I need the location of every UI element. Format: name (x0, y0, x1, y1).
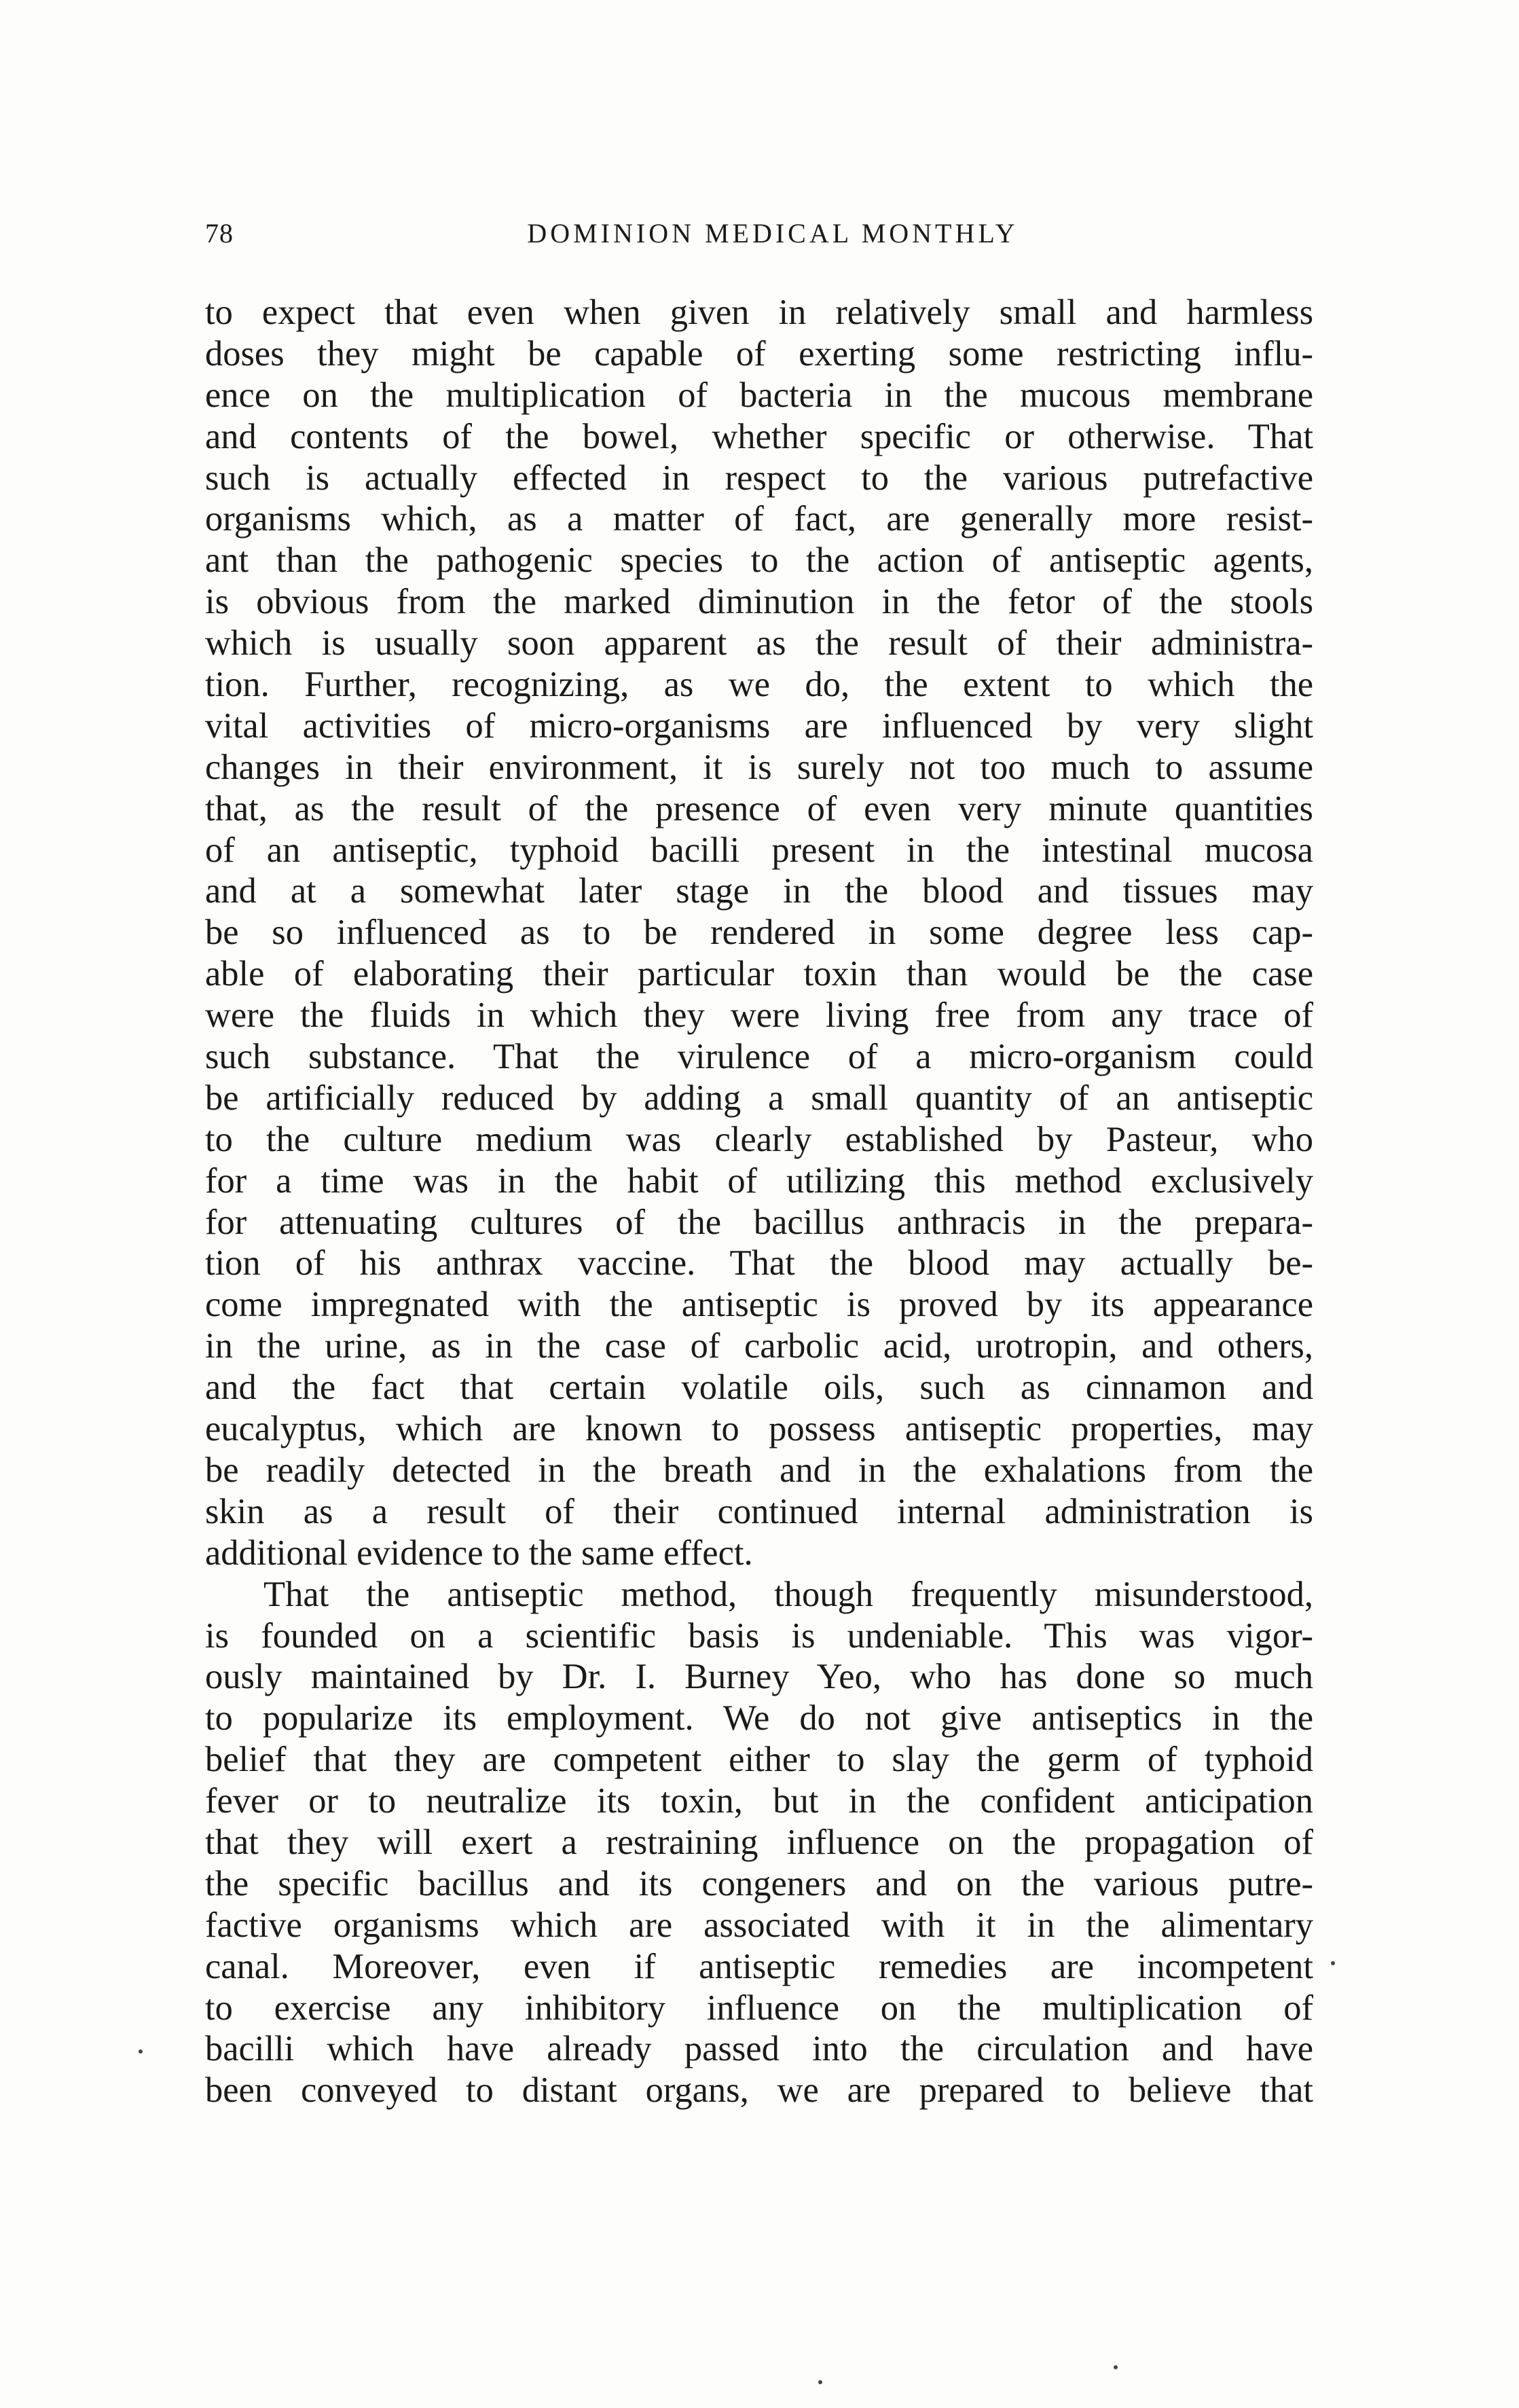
text-line: to the culture medium was clearly established by Pasteur, who (205, 1119, 1313, 1159)
text-line: come impregnated with the antiseptic is proved by its appearance (205, 1285, 1313, 1325)
print-speck (818, 2380, 822, 2384)
text-line: skin as a result of their continued internal administration is (205, 1491, 1313, 1531)
text-line: changes in their environment, it is surely not too much to assume (205, 747, 1313, 787)
text-line: organisms which, as a matter of fact, are generally more resist- (205, 499, 1313, 539)
text-line: eucalyptus, which are known to possess antiseptic properties, may (205, 1409, 1313, 1449)
text-line: that they will exert a restraining influence on the propagation of (205, 1822, 1313, 1862)
body-text (205, 292, 1313, 2111)
text-line: be readily detected in the breath and in the exhalations from the (205, 1450, 1313, 1490)
text-line: doses they might be capable of exerting some restricting influ- (205, 333, 1313, 373)
text-line: bacilli which have already passed into the circulation and have (205, 2029, 1313, 2069)
text-line: for a time was in the habit of utilizing this method exclusively (205, 1161, 1313, 1201)
text-line: were the fluids in which they were living free from any trace of (205, 996, 1313, 1036)
text-line: fever or to neutralize its toxin, but in the confident anticipation (205, 1781, 1313, 1821)
text-line: the specific bacillus and its congeners and on the various putre- (205, 1863, 1313, 1903)
text-line: which is usually soon apparent as the result of their administra- (205, 623, 1313, 663)
text-line: is obvious from the marked diminution in the fetor of the stools (205, 582, 1313, 622)
text-line: vital activities of micro-organisms are influenced by very slight (205, 706, 1313, 746)
text-line: tion. Further, recognizing, as we do, the extent to which the (205, 665, 1313, 705)
text-line: additional evidence to the same effect. (205, 1533, 753, 1573)
text-line: that, as the result of the presence of even very minute quantities (205, 788, 1313, 828)
text-line: to expect that even when given in relatively small and harmless (205, 293, 1313, 332)
running-head (205, 217, 1313, 258)
text-line: able of elaborating their particular toxin than would be the case (205, 954, 1313, 994)
print-speck (1331, 1961, 1335, 1965)
text-line: tion of his anthrax vaccine. That the blood may actually be- (205, 1243, 1313, 1283)
text-line: to exercise any inhibitory influence on the multiplication of (205, 1988, 1313, 2028)
text-line: to popularize its employment. We do not give antiseptics in the (205, 1698, 1313, 1738)
text-line: for attenuating cultures of the bacillus anthracis in the prepara- (205, 1202, 1313, 1242)
text-line: is founded on a scientific basis is undeniable. This was vigor- (205, 1616, 1313, 1656)
text-line: and the fact that certain volatile oils, such as cinnamon and (205, 1368, 1313, 1408)
paragraph (205, 1574, 1313, 2112)
text-line: such substance. That the virulence of a micro-organism could (205, 1037, 1313, 1077)
text-line: and contents of the bowel, whether specific or otherwise. That (205, 416, 1313, 456)
print-speck (1114, 2365, 1118, 2369)
text-line: ant than the pathogenic species to the action of antiseptic agents, (205, 541, 1313, 581)
text-line: in the urine, as in the case of carbolic acid, urotropin, and others, (205, 1326, 1313, 1366)
text-line: of an antiseptic, typhoid bacilli present in the intestinal mucosa (205, 830, 1313, 870)
text-line: be so influenced as to be rendered in some degree less cap- (205, 913, 1313, 953)
paragraph (205, 292, 1313, 1574)
text-line: factive organisms which are associated with it in the alimentary (205, 1905, 1313, 1945)
text-line: be artificially reduced by adding a small quantity of an antiseptic (205, 1078, 1313, 1118)
print-speck (139, 2049, 143, 2054)
text-line: been conveyed to distant organs, we are prepared to believe that (205, 2070, 1313, 2111)
text-line: ence on the multiplication of bacteria in the mucous membrane (205, 375, 1313, 415)
page-number: 78 (205, 218, 234, 249)
journal-title: DOMINION MEDICAL MONTHLY (527, 218, 1019, 249)
text-line: and at a somewhat later stage in the blood and tissues may (205, 871, 1313, 911)
text-line: belief that they are competent either to slay the germ of typhoid (205, 1740, 1313, 1780)
text-line: ously maintained by Dr. I. Burney Yeo, who has done so much (205, 1657, 1313, 1697)
text-line: That the antiseptic method, though frequently misunderstood, (263, 1574, 1313, 1614)
text-line: such is actually effected in respect to the various putrefactive (205, 458, 1313, 498)
text-line: canal. Moreover, even if antiseptic remedies are incompetent (205, 1946, 1313, 1986)
